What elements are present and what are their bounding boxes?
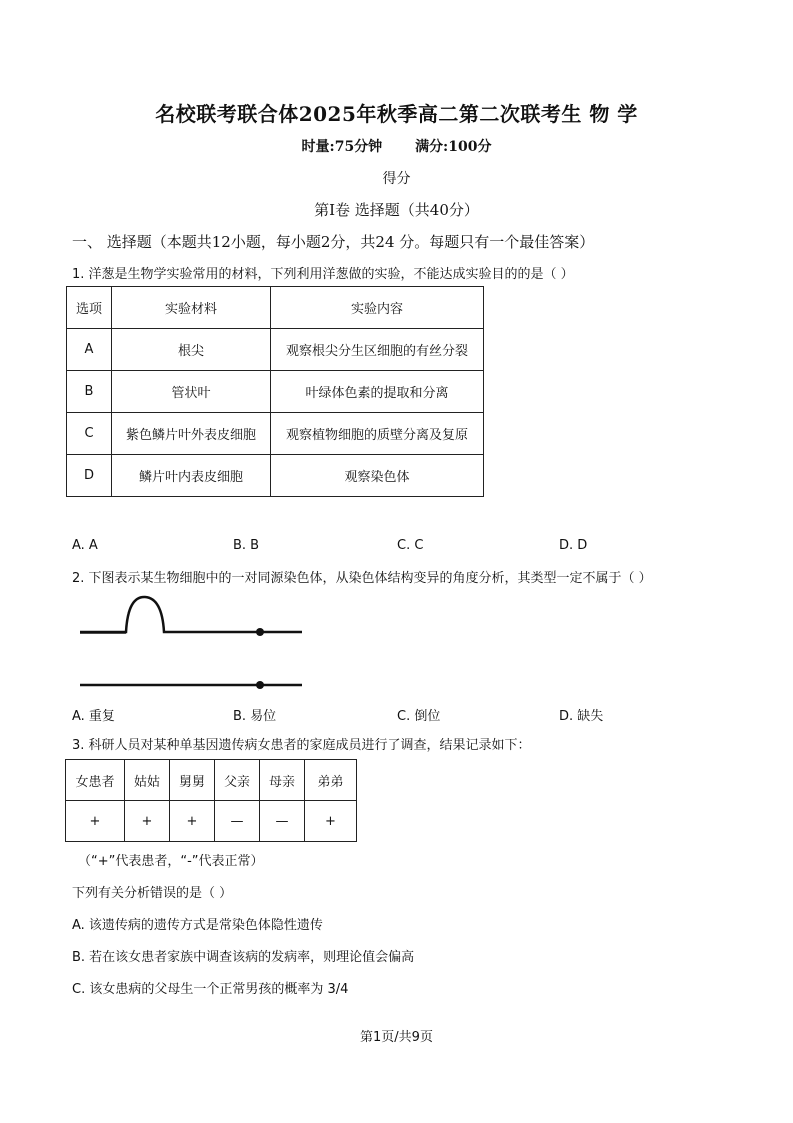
question-3-ask: 下列有关分析错误的是（ ）: [72, 886, 233, 901]
q1-option-c: C. C: [397, 538, 424, 553]
table-header-cell: 弟弟: [305, 760, 357, 801]
table-cell: 根尖: [112, 329, 271, 371]
table-cell: 观察植物细胞的质壁分离及复原: [271, 413, 484, 455]
table-cell: +: [66, 801, 125, 842]
table-header-cell: 父亲: [215, 760, 260, 801]
table-cell: +: [125, 801, 170, 842]
table-header-cell: 选项: [67, 287, 112, 329]
time-limit: 时量:75分钟: [301, 139, 383, 155]
question-3-stem: 3. 科研人员对某种单基因遗传病女患者的家庭成员进行了调查，结果记录如下：: [72, 738, 531, 753]
table-cell: 鳞片叶内表皮细胞: [112, 455, 271, 497]
centromere-upper: [256, 628, 264, 636]
table-header-row: [66, 760, 357, 801]
full-score: 满分:100分: [415, 139, 492, 155]
table-header-cell: 姑姑: [125, 760, 170, 801]
score-label: 得分: [382, 171, 411, 187]
q1-option-b: B. B: [233, 538, 260, 553]
q3-choice-b: B. 若在该女患者家族中调查该病的发病率，则理论值会偏高: [72, 950, 415, 965]
centromere-lower: [256, 681, 264, 689]
table-cell: C: [67, 413, 112, 455]
exam-title: 名校联考联合体2025年秋季高二第二次联考生 物 学: [155, 102, 638, 126]
table-cell: 管状叶: [112, 371, 271, 413]
table-cell: —: [215, 801, 260, 842]
table-note: （“+”代表患者，“-”代表正常）: [78, 854, 264, 869]
table-cell: A: [67, 329, 112, 371]
table-cell: D: [67, 455, 112, 497]
question-2-stem: 2. 下图表示某生物细胞中的一对同源染色体，从染色体结构变异的角度分析，其类型一定不属于（ ）: [72, 571, 652, 586]
q1-option-a: A. A: [72, 538, 98, 553]
q2-option-d: D. 缺失: [559, 709, 604, 724]
table-cell: 紫色鳞片叶外表皮细胞: [112, 413, 271, 455]
q2-option-a: A. 重复: [72, 709, 115, 724]
table-cell: —: [260, 801, 305, 842]
table-header-cell: 舅舅: [170, 760, 215, 801]
volume-heading: 第Ⅰ卷 选择题（共40分）: [314, 201, 479, 219]
table-row: [66, 801, 357, 842]
section-heading: 一、 选择题（本题共12小题，每小题2分，共24 分。每题只有一个最佳答案）: [72, 233, 595, 251]
question-3-table: [65, 759, 357, 842]
table-cell: 观察根尖分生区细胞的有丝分裂: [271, 329, 484, 371]
table-cell: 叶绿体色素的提取和分离: [271, 371, 484, 413]
table-cell: +: [170, 801, 215, 842]
q3-choice-c: C. 该女患病的父母生一个正常男孩的概率为 3/4: [72, 982, 349, 997]
q2-option-c: C. 倒位: [397, 709, 441, 724]
table-cell: +: [305, 801, 357, 842]
table-header-cell: 实验内容: [271, 287, 484, 329]
table-cell: 观察染色体: [271, 455, 484, 497]
table-header-cell: 实验材料: [112, 287, 271, 329]
table-cell: B: [67, 371, 112, 413]
q2-option-b: B. 易位: [233, 709, 277, 724]
q1-option-d: D. D: [559, 538, 588, 553]
q3-choice-a: A. 该遗传病的遗传方式是常染色体隐性遗传: [72, 918, 323, 933]
table-header-cell: 母亲: [260, 760, 305, 801]
table-header-cell: 女患者: [66, 760, 125, 801]
question-1-stem: 1. 洋葱是生物学实验常用的材料，下列利用洋葱做的实验，不能达成实验目的的是（ ）: [72, 267, 574, 282]
page-footer: 第1页/共9页: [360, 1030, 433, 1045]
chromosome-upper: [80, 597, 302, 632]
